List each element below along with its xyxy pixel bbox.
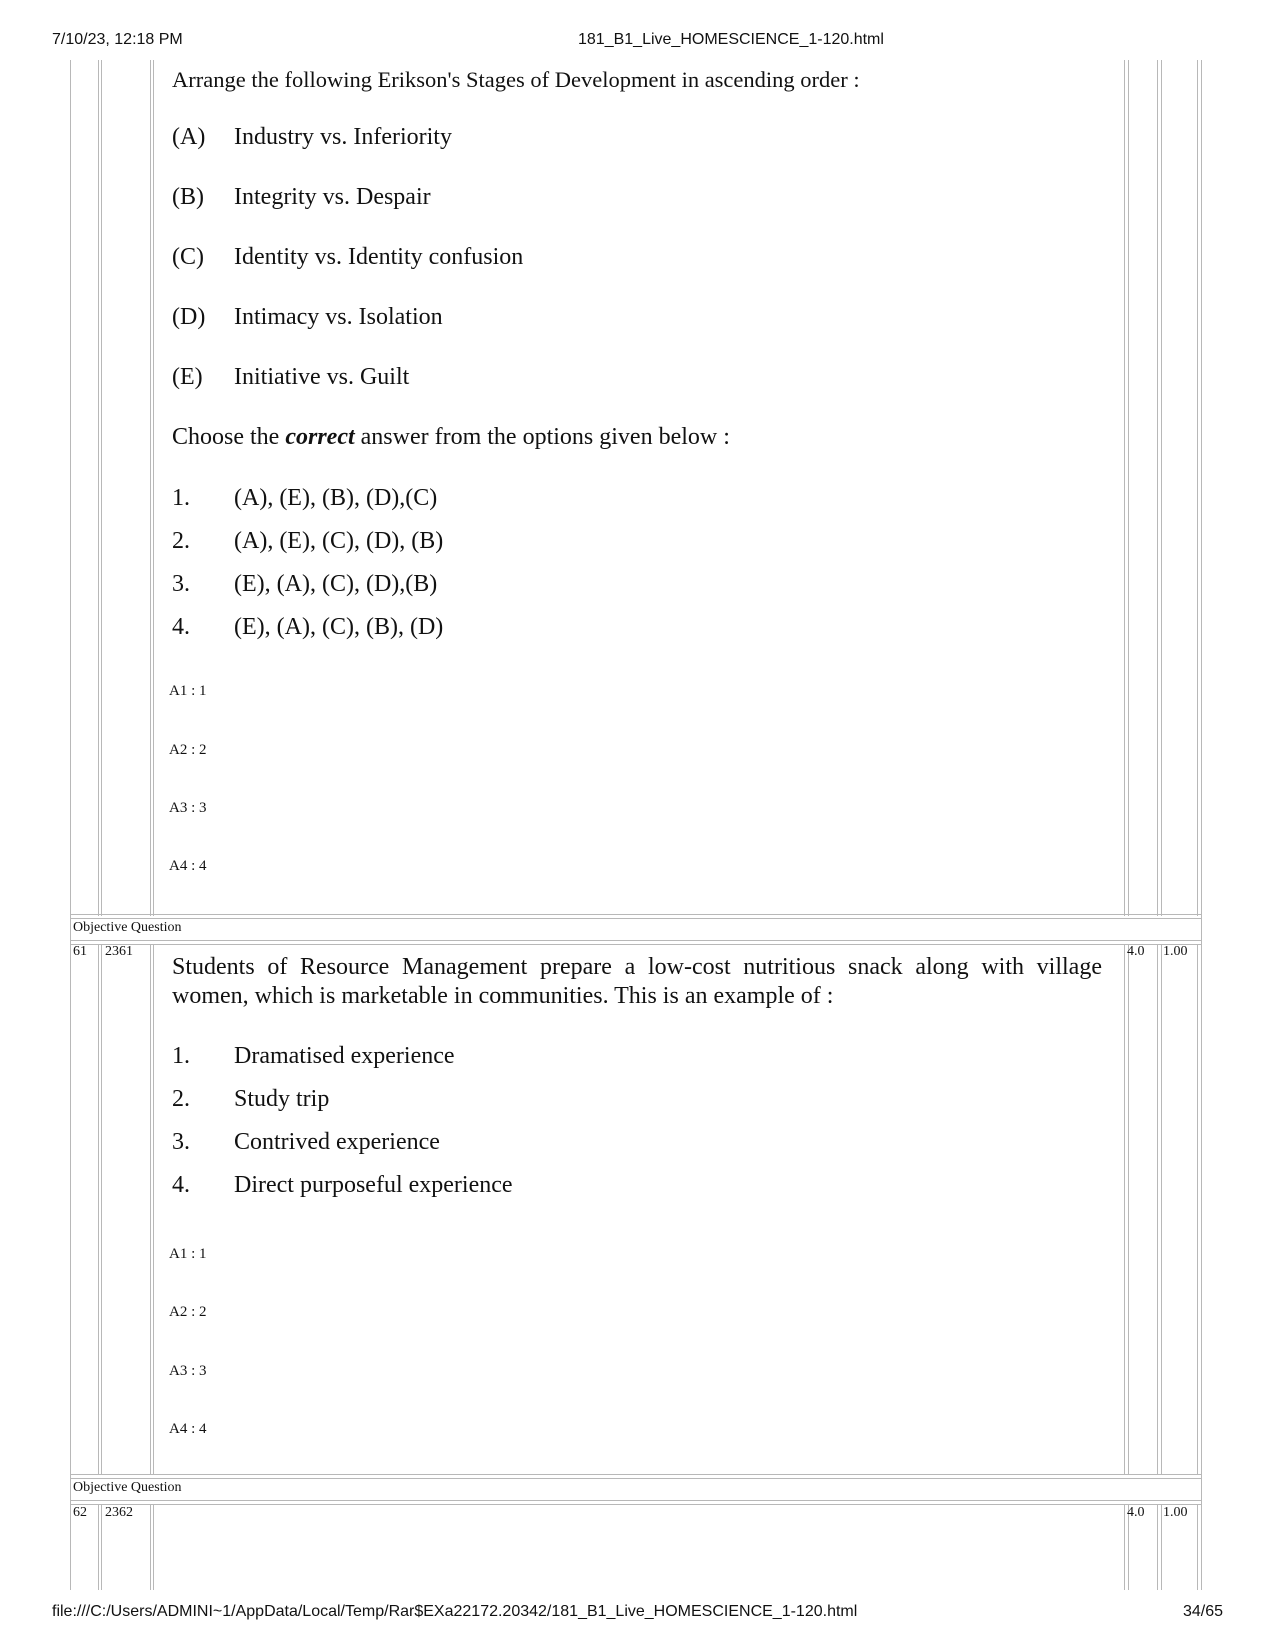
- question-id: 2362: [105, 1505, 133, 1520]
- answer-key: A3 : 3: [169, 1363, 207, 1379]
- question-stem: Arrange the following Erikson's Stages of Development in ascending order :: [172, 67, 860, 92]
- option-number: 3.: [172, 1129, 190, 1155]
- file-path: file:///C:/Users/ADMINI~1/AppData/Local/Temp/Rar$EXa22172.20342/181_B1_Live_HOMESCIENCE_1-120.html: [52, 1603, 858, 1620]
- option-number: 3.: [172, 571, 190, 597]
- item-text: Intimacy vs. Isolation: [234, 304, 443, 330]
- item-text: Initiative vs. Guilt: [234, 364, 410, 390]
- option-text: (E), (A), (C), (B), (D): [234, 614, 444, 640]
- negative-marks: 1.00: [1163, 1505, 1188, 1520]
- choose-emphasis: correct: [285, 424, 355, 450]
- section-label: Objective Question: [73, 920, 182, 935]
- choose-instruction: [172, 424, 730, 451]
- option-text: (A), (E), (B), (D),(C): [234, 485, 438, 511]
- item-label: (B): [172, 184, 204, 210]
- option-number: 2.: [172, 1086, 190, 1112]
- answer-key: A3 : 3: [169, 800, 207, 816]
- option-number: 2.: [172, 528, 190, 554]
- page-number: 34/65: [1182, 1603, 1223, 1620]
- answer-key: A1 : 1: [169, 1246, 207, 1262]
- option-number: 1.: [172, 485, 190, 511]
- marks: 4.0: [1127, 1505, 1145, 1520]
- item-label: (A): [172, 124, 206, 150]
- marks: 4.0: [1127, 944, 1145, 959]
- choose-text: Choose the: [172, 424, 286, 450]
- choose-text: answer from the options given below :: [354, 424, 730, 450]
- answer-key: A4 : 4: [169, 858, 207, 874]
- item-text: Identity vs. Identity confusion: [234, 244, 524, 270]
- serial-number: 61: [73, 944, 87, 959]
- question-id: 2361: [105, 944, 133, 959]
- section-label: Objective Question: [73, 1480, 182, 1495]
- item-label: (C): [172, 244, 204, 270]
- document-title: 181_B1_Live_HOMESCIENCE_1-120.html: [578, 31, 884, 48]
- item-label: (D): [172, 304, 206, 330]
- option-text: (A), (E), (C), (D), (B): [234, 528, 444, 554]
- negative-marks: 1.00: [1163, 944, 1188, 959]
- answer-key: A2 : 2: [169, 742, 207, 758]
- option-text: Dramatised experience: [234, 1043, 455, 1069]
- print-datetime: 7/10/23, 12:18 PM: [52, 31, 183, 48]
- option-text: Study trip: [234, 1086, 330, 1112]
- item-label: (E): [172, 364, 203, 390]
- item-text: Integrity vs. Despair: [234, 184, 431, 210]
- option-number: 1.: [172, 1043, 190, 1069]
- answer-key: A1 : 1: [169, 683, 207, 699]
- option-text: Direct purposeful experience: [234, 1172, 513, 1198]
- item-text: Industry vs. Inferiority: [234, 124, 452, 150]
- question-stem: Students of Resource Management prepare a low-cost nutritious snack along with village women, which is marketable in communities. This is an example of :: [172, 954, 1102, 1009]
- option-text: Contrived experience: [234, 1129, 440, 1155]
- answer-key: A4 : 4: [169, 1421, 207, 1437]
- option-number: 4.: [172, 1172, 190, 1198]
- option-number: 4.: [172, 614, 190, 640]
- option-text: (E), (A), (C), (D),(B): [234, 571, 438, 597]
- answer-key: A2 : 2: [169, 1304, 207, 1320]
- serial-number: 62: [73, 1505, 87, 1520]
